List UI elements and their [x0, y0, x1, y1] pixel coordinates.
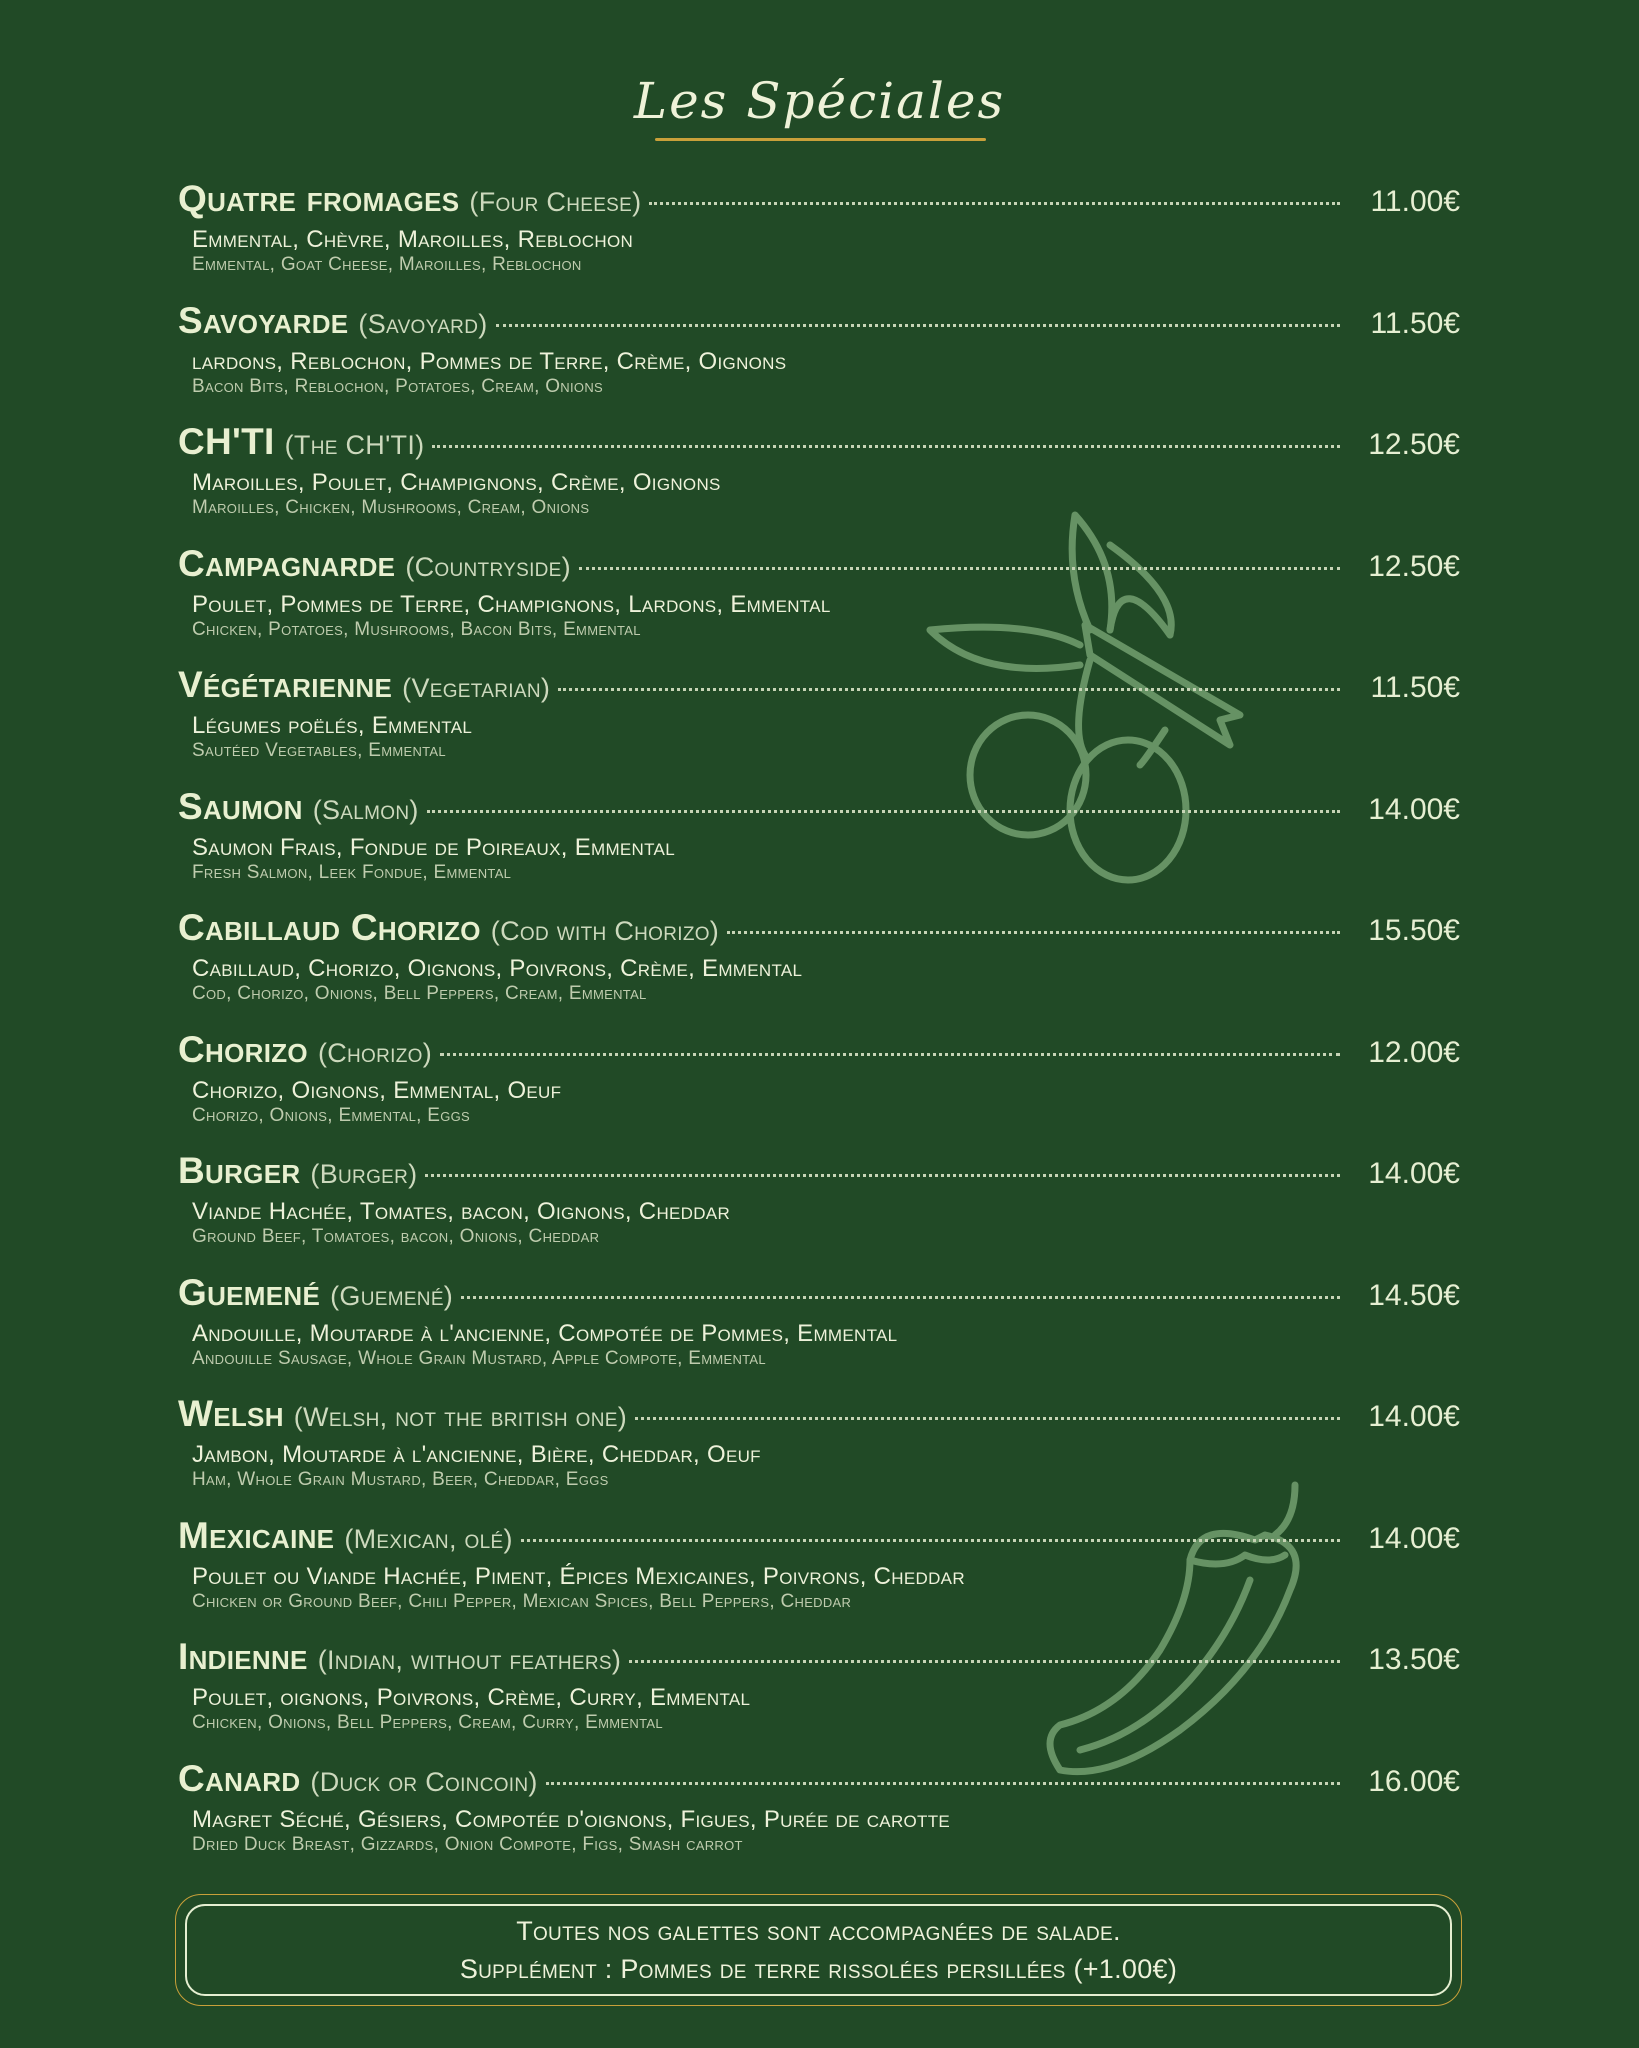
menu-item-price: 12.00€ [1368, 1035, 1460, 1069]
dot-leader [558, 688, 1340, 691]
menu-item-name: Campagnarde [178, 542, 396, 584]
menu-item-header [178, 543, 1460, 589]
menu-item-name: Savoyarde [178, 299, 349, 341]
menu-item-ingredients-fr: Emmental, Chèvre, Maroilles, Reblochon [192, 226, 634, 253]
menu-item-translation: (Burger) [310, 1159, 418, 1189]
menu-item-translation: (Vegetarian) [402, 673, 551, 703]
dot-leader [427, 810, 1340, 813]
menu-item-translation: (Indian, without feathers) [317, 1645, 622, 1675]
page-title: Les Spéciales [633, 72, 1006, 130]
dot-leader [579, 567, 1340, 570]
menu-item-ingredients-fr: Chorizo, Oignons, Emmental, Oeuf [192, 1076, 562, 1104]
menu-item-translation: (Cod with Chorizo) [490, 916, 720, 946]
menu-item-translation: (Mexican, olé) [344, 1523, 513, 1554]
menu-item-ingredients-en: Bacon Bits, Reblochon, Potatoes, Cream, Onions [192, 375, 603, 397]
dot-leader [425, 1174, 1340, 1177]
menu-item-ingredients-en: Emmental, Goat Cheese, Maroilles, Reblochon [192, 254, 582, 275]
menu-item [178, 178, 1460, 300]
menu-item [178, 1636, 1460, 1758]
menu-item-price: 12.50€ [1368, 428, 1460, 461]
menu-item-header [178, 1636, 1460, 1682]
menu-item-translation: (Welsh, not the british one) [293, 1402, 628, 1432]
menu-item-ingredients-fr: Maroilles, Poulet, Champignons, Crème, Oignons [192, 469, 721, 496]
menu-item [178, 1150, 1460, 1272]
menu-item-name: Végétarienne [178, 664, 393, 705]
dot-leader [635, 1417, 1340, 1420]
menu-item-translation: (Four Cheese) [469, 187, 642, 217]
menu-item-name: Canard [178, 1757, 301, 1799]
menu-item-header [178, 786, 1460, 832]
menu-item-ingredients-fr: Cabillaud, Chorizo, Oignons, Poivrons, Crème, Emmental [192, 955, 803, 982]
menu-item-name: Mexicaine [178, 1514, 335, 1556]
menu-item-translation: (Salmon) [312, 794, 419, 825]
menu-item-ingredients-en: Chicken, Onions, Bell Peppers, Cream, Curry, Emmental [192, 1712, 663, 1733]
menu-item-price: 14.00€ [1368, 1157, 1460, 1190]
menu-item-header [178, 1758, 1460, 1804]
menu-item [178, 543, 1460, 665]
menu-item-ingredients-en: Cod, Chorizo, Onions, Bell Peppers, Cream, Emmental [192, 983, 647, 1004]
dot-leader [440, 1053, 1340, 1056]
menu-item-price: 13.50€ [1368, 1643, 1460, 1676]
menu-item-name: Cabillaud Chorizo [178, 907, 481, 948]
menu-item [178, 907, 1460, 1029]
menu-item-name: Quatre fromages [178, 178, 460, 219]
dot-leader [496, 324, 1340, 327]
menu-item [178, 786, 1460, 908]
menu-item-translation: (Chorizo) [317, 1037, 433, 1068]
menu-item [178, 1393, 1460, 1515]
menu-item-header [178, 1029, 1460, 1075]
dot-leader [432, 445, 1340, 448]
menu-item-price: 11.50€ [1370, 671, 1460, 704]
menu-item-header [178, 1515, 1460, 1561]
dot-leader [546, 1782, 1340, 1785]
menu-item-ingredients-en: Andouille Sausage, Whole Grain Mustard, Apple Compote, Emmental [192, 1347, 766, 1369]
menu-item-name: Welsh [178, 1393, 284, 1434]
menu-item-ingredients-fr: lardons, Reblochon, Pommes de Terre, Crème, Oignons [192, 347, 787, 375]
menu-item-price: 11.00€ [1370, 185, 1460, 218]
menu-item-translation: (Guemené) [330, 1280, 454, 1311]
menu-item-ingredients-en: Maroilles, Chicken, Mushrooms, Cream, Onions [192, 497, 590, 518]
menu-item-price: 14.50€ [1368, 1278, 1460, 1312]
menu-item-header [178, 300, 1460, 346]
menu-item-header [178, 664, 1460, 710]
menu-item-price: 14.00€ [1368, 1400, 1460, 1433]
menu-item-price: 12.50€ [1368, 549, 1460, 583]
menu-item-ingredients-fr: Jambon, Moutarde à l'ancienne, Bière, Cheddar, Oeuf [192, 1441, 761, 1468]
footer-box [175, 1894, 1462, 2006]
menu-item-header [178, 1272, 1460, 1318]
menu-item-header [178, 1150, 1460, 1196]
title-underline [655, 138, 986, 141]
menu-item-ingredients-en: Chicken or Ground Beef, Chili Pepper, Mexican Spices, Bell Peppers, Cheddar [192, 1590, 852, 1612]
menu-item [178, 664, 1460, 786]
menu-item [178, 1029, 1460, 1151]
dot-leader [461, 1296, 1340, 1299]
menu-item-header [178, 178, 1460, 224]
menu-item-ingredients-en: Fresh Salmon, Leek Fondue, Emmental [192, 861, 512, 883]
menu-item-ingredients-en: Ground Beef, Tomatoes, bacon, Onions, Cheddar [192, 1226, 600, 1247]
menu-item-name: CH'TI [178, 421, 275, 462]
dot-leader [649, 202, 1340, 205]
menu-item-translation: (Savoyard) [358, 308, 488, 339]
menu-item [178, 1515, 1460, 1637]
menu-item-name: Guemené [178, 1271, 321, 1313]
menu-item [178, 421, 1460, 543]
menu-item-ingredients-en: Ham, Whole Grain Mustard, Beer, Cheddar, Eggs [192, 1469, 609, 1490]
menu-item-ingredients-fr: Poulet, oignons, Poivrons, Crème, Curry, Emmental [192, 1684, 751, 1711]
menu-item-ingredients-en: Sautéed Vegetables, Emmental [192, 740, 446, 761]
footer-supplement-note: Supplément : Pommes de terre rissolées persillées (+1.00€) [459, 1954, 1178, 1984]
menu-item-translation: (Countryside) [405, 551, 571, 582]
menu-item [178, 1272, 1460, 1394]
menu-item-ingredients-fr: Saumon Frais, Fondue de Poireaux, Emmental [192, 833, 675, 861]
dot-leader [629, 1660, 1340, 1663]
menu-item-ingredients-en: Chicken, Potatoes, Mushrooms, Bacon Bits, Emmental [192, 618, 641, 640]
dot-leader [727, 931, 1340, 934]
menu-item [178, 300, 1460, 422]
menu-item-price: 11.50€ [1370, 306, 1460, 340]
menu-item-name: Chorizo [178, 1028, 308, 1070]
menu-item-price: 16.00€ [1368, 1764, 1460, 1798]
menu-item-price: 14.00€ [1368, 1521, 1460, 1555]
menu-item-name: Burger [178, 1150, 301, 1191]
menu-item-translation: (Duck or Coincoin) [310, 1766, 538, 1797]
menu-item-ingredients-fr: Légumes poëlés, Emmental [192, 712, 473, 739]
menu-item-price: 14.00€ [1368, 792, 1460, 826]
menu-item-name: Indienne [178, 1636, 308, 1677]
menu-item-ingredients-fr: Poulet ou Viande Hachée, Piment, Épices Mexicaines, Poivrons, Cheddar [192, 1562, 965, 1590]
menu-item-ingredients-fr: Viande Hachée, Tomates, bacon, Oignons, Cheddar [192, 1198, 731, 1225]
menu-list [178, 178, 1460, 1879]
menu-item-name: Saumon [178, 785, 303, 827]
dot-leader [521, 1539, 1340, 1542]
menu-item-ingredients-fr: Poulet, Pommes de Terre, Champignons, Lardons, Emmental [192, 590, 831, 618]
menu-item-ingredients-fr: Magret Séché, Gésiers, Compotée d'oignons, Figues, Purée de carotte [192, 1805, 951, 1833]
menu-item-header [178, 907, 1460, 953]
menu-item-price: 15.50€ [1368, 914, 1460, 947]
menu-item-translation: (The CH'TI) [284, 430, 425, 460]
menu-item-ingredients-en: Dried Duck Breast, Gizzards, Onion Compote, Figs, Smash carrot [192, 1833, 743, 1855]
menu-item-header [178, 421, 1460, 467]
menu-item-ingredients-en: Chorizo, Onions, Emmental, Eggs [192, 1104, 471, 1126]
menu-item [178, 1758, 1460, 1880]
menu-item-header [178, 1393, 1460, 1439]
menu-item-ingredients-fr: Andouille, Moutarde à l'ancienne, Compotée de Pommes, Emmental [192, 1319, 898, 1347]
footer-salad-note: Toutes nos galettes sont accompagnées de salade. [516, 1916, 1121, 1946]
